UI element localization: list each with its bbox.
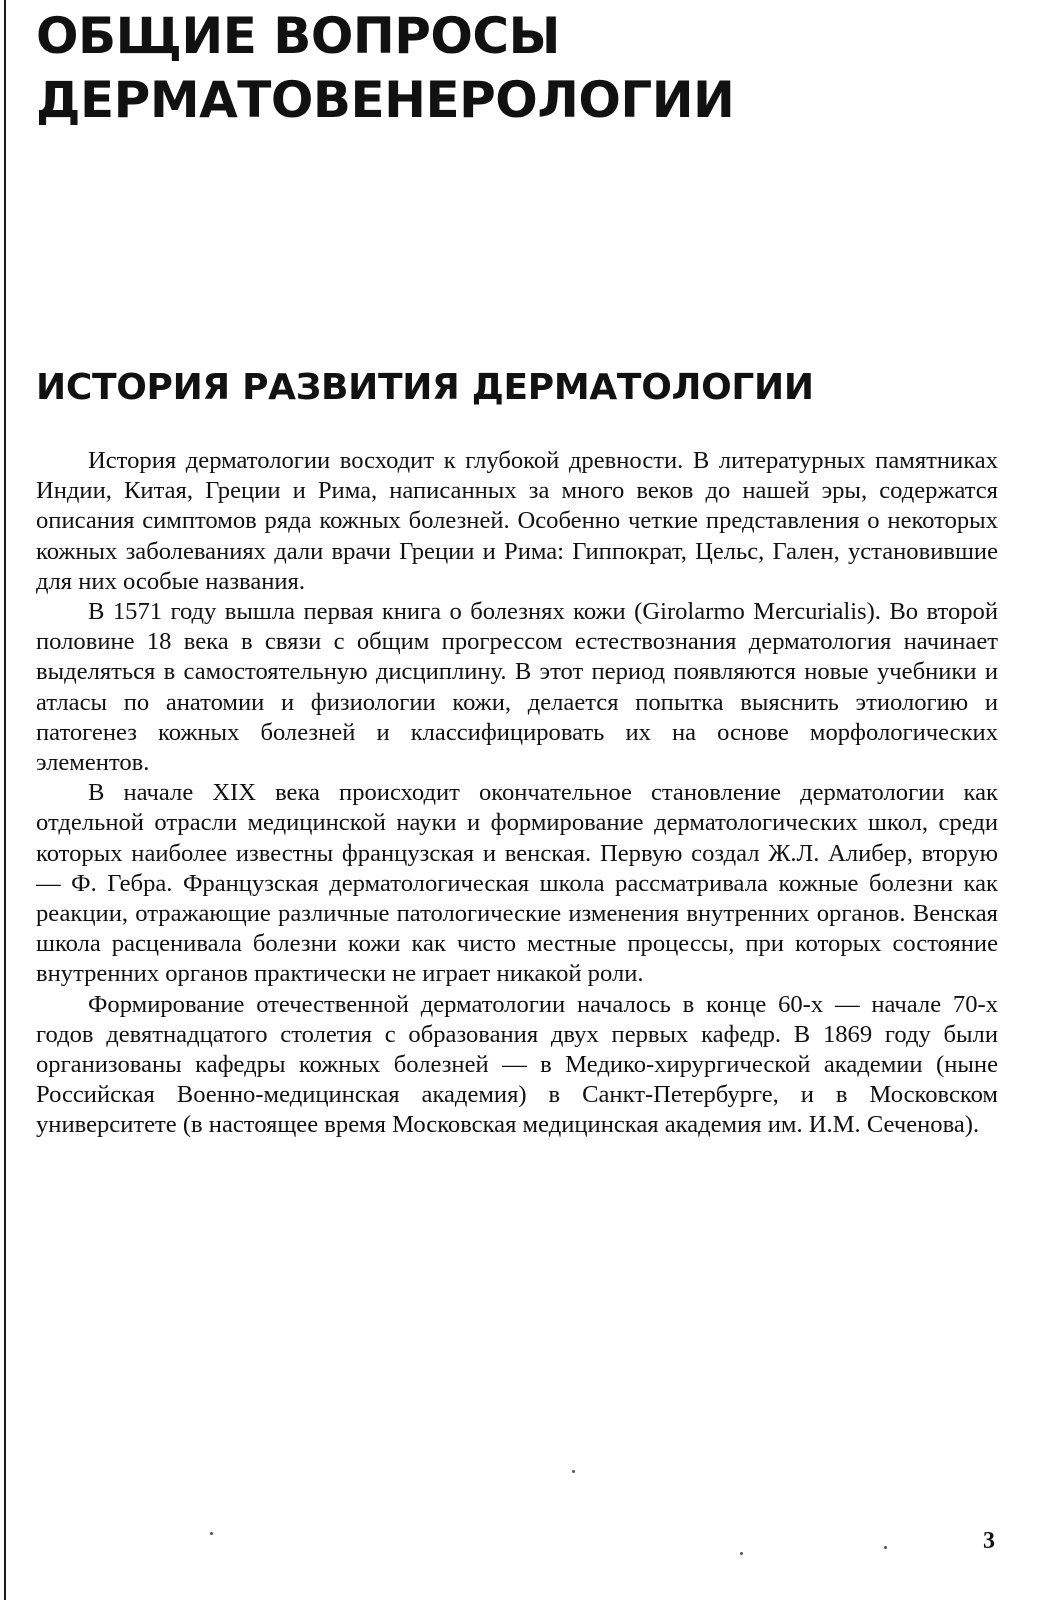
scan-speck — [210, 1532, 213, 1535]
paragraph-3: В начале XIX века происходит окончательное становление дерматологии как отдельной отрасли медицинской науки и формирование дерматологических школ, среди которых наиболее известны французская и венская. Первую создал Ж.Л. Алибер, вторую — Ф. Гебра. Французская дерматологическая школа рассматривала кожные болезни как реакции, отражающие различные патологические изменения внутренних органов. Венская школа расценивала болезни кожи как чисто местные процессы, при которых состояние внутренних органов практически не играет никакой роли. — [36, 779, 998, 988]
paragraph-1: История дерматологии восходит к глубокой древности. В литературных памятниках Индии, Китая, Греции и Рима, написанных за много веков до нашей эры, содержатся описания симптомов ряда кожных болезней. Особенно четкие представления о некоторых кожных заболеваниях дали врачи Греции и Рима: Гиппократ, Цельс, Гален, установившие для них особые названия. — [36, 447, 998, 595]
scan-speck — [884, 1546, 887, 1549]
chapter-title-line-2: ДЕРМАТОВЕНЕРОЛОГИИ — [36, 71, 735, 129]
paragraph-4: Формирование отечественной дерматологии началось в конце 60-х — начале 70-х годов девятнадцатого столетия с образования двух первых кафедр. В 1869 году были организованы кафедры кожных болезней — в Медико-хирургической академии (ныне Российская Военно-медицинская академия) в Санкт-Петербурге, и в Московском университете (в настоящее время Московская медицинская академия им. И.М. Сеченова). — [36, 990, 998, 1139]
scan-speck — [572, 1470, 575, 1473]
section-title: ИСТОРИЯ РАЗВИТИЯ ДЕРМАТОЛОГИИ — [36, 367, 814, 408]
chapter-title-line-1: ОБЩИЕ ВОПРОСЫ — [36, 7, 560, 65]
chapter-title — [36, 4, 996, 132]
body-text — [36, 446, 998, 1141]
scan-speck — [740, 1552, 743, 1555]
paragraph-2: В 1571 году вышла первая книга о болезнях кожи (Girolarmo Mercurialis). Во второй половине 18 века в связи с общим прогрессом естествознания дерматология начинает выделяться в самостоятельную дисциплину. В этот период появляются новые учебники и атласы по анатомии и физиологии кожи, делается попытка выяснить этиологию и патогенез кожных болезней и классифицировать их на основе морфологических элементов. — [36, 598, 998, 777]
page-number: 3 — [983, 1528, 995, 1554]
page-left-border — [4, 0, 6, 1600]
